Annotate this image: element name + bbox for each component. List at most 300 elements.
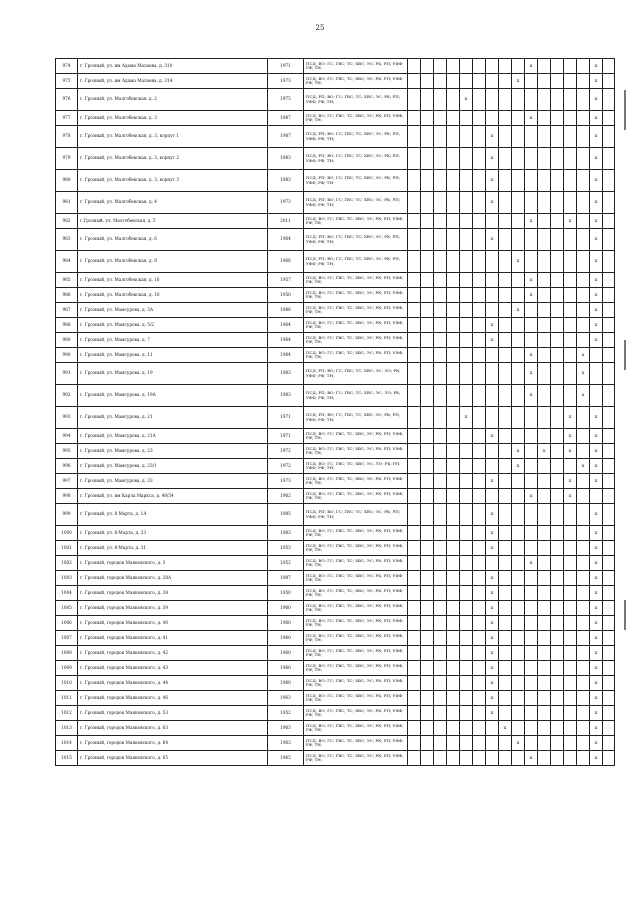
mark-cell: x (577, 363, 590, 385)
mark-cell: x (590, 586, 603, 601)
empty-cell (473, 288, 486, 303)
empty-cell (460, 111, 473, 126)
empty-cell (460, 556, 473, 571)
housing-register-table (55, 58, 615, 766)
row-number: 980 (56, 170, 78, 192)
empty-cell (603, 721, 615, 736)
mark-cell: x (486, 148, 499, 170)
empty-cell (421, 59, 434, 74)
empty-cell (603, 661, 615, 676)
address-cell: г. Грозный, городок Маяковского, д. 46 (78, 691, 268, 706)
empty-cell (551, 126, 564, 148)
empty-cell (434, 273, 447, 288)
empty-cell (434, 148, 447, 170)
empty-cell (603, 126, 615, 148)
mark-cell: x (590, 303, 603, 318)
mark-cell: x (512, 74, 525, 89)
empty-cell (577, 89, 590, 111)
mark-cell: x (590, 273, 603, 288)
empty-cell (525, 631, 538, 646)
empty-cell (460, 631, 473, 646)
address-cell: г. Грозный, ул. Мамсурова, д. 19 (78, 363, 268, 385)
mark-cell: x (525, 385, 538, 407)
empty-cell (525, 333, 538, 348)
resources-cell: ПСД; ВО; ГС; ГВС; ТС; ХВС; ЭС; РК; РП; УФФ; РФ; ТН; (304, 691, 408, 706)
empty-cell (434, 526, 447, 541)
empty-cell (603, 333, 615, 348)
mark-cell: x (590, 333, 603, 348)
empty-cell (434, 74, 447, 89)
empty-cell (408, 273, 421, 288)
row-number: 1011 (56, 691, 78, 706)
empty-cell (460, 736, 473, 751)
empty-cell (447, 676, 460, 691)
empty-cell (551, 192, 564, 214)
empty-cell (408, 148, 421, 170)
empty-cell (551, 541, 564, 556)
mark-cell: x (590, 74, 603, 89)
resources-cell: ПСД; ВО; ГС; ГВС; ТС; ХВС; ЭС; РК; РП; УФФ; РФ; ТН; (304, 586, 408, 601)
row-number: 1002 (56, 556, 78, 571)
empty-cell (447, 303, 460, 318)
empty-cell (564, 111, 577, 126)
empty-cell (421, 89, 434, 111)
empty-cell (512, 601, 525, 616)
mark-cell: x (590, 751, 603, 766)
empty-cell (473, 348, 486, 363)
empty-cell (551, 444, 564, 459)
empty-cell (408, 429, 421, 444)
empty-cell (473, 363, 486, 385)
table-row (56, 601, 615, 616)
empty-cell (564, 556, 577, 571)
empty-cell (538, 214, 551, 229)
empty-cell (551, 288, 564, 303)
empty-cell (551, 148, 564, 170)
resources-cell: ПСД; РП; ВО; ГС; ГВС; ТС; ХВС; ЭС; РК; РП; УФФ; РФ; ТН; (304, 251, 408, 273)
row-number: 998 (56, 489, 78, 504)
resources-cell: ПСД; ВО; ГС; ГВС; ТС; ХВС; ЭС; РК; РП; УФФ; РФ; ТН; (304, 601, 408, 616)
empty-cell (421, 736, 434, 751)
mark-cell: x (525, 348, 538, 363)
table-row (56, 691, 615, 706)
empty-cell (564, 661, 577, 676)
empty-cell (434, 333, 447, 348)
year-cell: 1985 (268, 504, 304, 526)
empty-cell (421, 126, 434, 148)
mark-cell: x (590, 556, 603, 571)
year-cell: 1950 (268, 288, 304, 303)
empty-cell (564, 229, 577, 251)
empty-cell (408, 318, 421, 333)
empty-cell (538, 170, 551, 192)
resources-cell: ПСД; ВО; ГС; ГВС; ТС; ХВС; ЭС; РК; РП; УФФ; РФ; ТН; (304, 721, 408, 736)
empty-cell (577, 407, 590, 429)
empty-cell (525, 229, 538, 251)
table-row (56, 459, 615, 474)
empty-cell (473, 474, 486, 489)
empty-cell (486, 721, 499, 736)
empty-cell (512, 571, 525, 586)
empty-cell (486, 214, 499, 229)
row-number: 974 (56, 59, 78, 74)
empty-cell (473, 126, 486, 148)
mark-cell: x (512, 303, 525, 318)
address-cell: г. Грозный, ул. Малгобекская, д. 3, корпус 3 (78, 170, 268, 192)
empty-cell (460, 721, 473, 736)
empty-cell (603, 59, 615, 74)
empty-cell (434, 303, 447, 318)
empty-cell (486, 303, 499, 318)
mark-cell: x (590, 459, 603, 474)
year-cell: 1987 (268, 571, 304, 586)
empty-cell (447, 631, 460, 646)
empty-cell (447, 601, 460, 616)
address-cell: г. Грозный, ул. Мамсурова, д. 11 (78, 348, 268, 363)
table-body (56, 59, 615, 766)
mark-cell: x (590, 721, 603, 736)
empty-cell (421, 333, 434, 348)
address-cell: г. Грозный, ул. им Адама Малаева, д. 310 (78, 59, 268, 74)
empty-cell (551, 721, 564, 736)
empty-cell (421, 214, 434, 229)
resources-cell: ПСД; ВО; ГС; ГВС; ТС; ХВС; ЭС; РК; РП; УФФ; РФ; ТН; (304, 526, 408, 541)
empty-cell (473, 74, 486, 89)
empty-cell (421, 429, 434, 444)
empty-cell (512, 170, 525, 192)
empty-cell (473, 676, 486, 691)
empty-cell (421, 273, 434, 288)
empty-cell (473, 251, 486, 273)
mark-cell: x (486, 706, 499, 721)
empty-cell (460, 526, 473, 541)
empty-cell (525, 661, 538, 676)
empty-cell (577, 751, 590, 766)
empty-cell (577, 736, 590, 751)
resources-cell: ПСД; РП; ВО; ГС; ГВС; ТС; ХВС; ЭС; ЛО; РК; УФФ; РФ; ТН; (304, 363, 408, 385)
empty-cell (538, 721, 551, 736)
empty-cell (434, 318, 447, 333)
empty-cell (434, 407, 447, 429)
resources-cell: ПСД; ВО; ГС; ГВС; ТС; ХВС; ЭС; РК; РП; УФФ; РФ; ТН; (304, 646, 408, 661)
empty-cell (590, 489, 603, 504)
empty-cell (408, 706, 421, 721)
resources-cell: ПСД; ВО; ГС; ГВС; ТС; ХВС; ЭС; РК; РП; УФФ; РФ; ТН; (304, 348, 408, 363)
empty-cell (512, 59, 525, 74)
empty-cell (499, 601, 512, 616)
empty-cell (447, 126, 460, 148)
mark-cell: x (486, 170, 499, 192)
address-cell: г. Грозный, ул. Мамсурова, д. 3А (78, 303, 268, 318)
empty-cell (603, 273, 615, 288)
row-number: 976 (56, 89, 78, 111)
empty-cell (564, 721, 577, 736)
empty-cell (486, 288, 499, 303)
mark-cell: x (486, 646, 499, 661)
empty-cell (525, 721, 538, 736)
table-row (56, 504, 615, 526)
empty-cell (460, 385, 473, 407)
empty-cell (460, 318, 473, 333)
empty-cell (564, 148, 577, 170)
empty-cell (447, 170, 460, 192)
empty-cell (408, 407, 421, 429)
empty-cell (408, 170, 421, 192)
year-cell: 1983 (268, 170, 304, 192)
empty-cell (577, 273, 590, 288)
empty-cell (408, 556, 421, 571)
empty-cell (577, 556, 590, 571)
row-number: 1005 (56, 601, 78, 616)
empty-cell (486, 251, 499, 273)
mark-cell: x (590, 541, 603, 556)
mark-cell: x (564, 214, 577, 229)
address-cell: г. Грозный, ул. Мамсурова, д. 7 (78, 333, 268, 348)
empty-cell (538, 489, 551, 504)
empty-cell (408, 736, 421, 751)
row-number: 987 (56, 303, 78, 318)
resources-cell: ПСД; РП; ВО; ГС; ГВС; ТС; ХВС; ЭС; ЛО; РК; УФФ; РФ; ТН; (304, 385, 408, 407)
empty-cell (512, 631, 525, 646)
empty-cell (564, 676, 577, 691)
empty-cell (499, 661, 512, 676)
empty-cell (499, 429, 512, 444)
row-number: 1008 (56, 646, 78, 661)
empty-cell (538, 303, 551, 318)
empty-cell (408, 751, 421, 766)
mark-cell: x (525, 111, 538, 126)
empty-cell (525, 429, 538, 444)
empty-cell (421, 504, 434, 526)
empty-cell (499, 385, 512, 407)
empty-cell (447, 111, 460, 126)
table-row (56, 111, 615, 126)
row-number: 996 (56, 459, 78, 474)
empty-cell (512, 89, 525, 111)
mark-cell: x (564, 429, 577, 444)
empty-cell (564, 616, 577, 631)
row-number: 983 (56, 229, 78, 251)
empty-cell (564, 631, 577, 646)
empty-cell (525, 459, 538, 474)
year-cell: 1965 (268, 751, 304, 766)
address-cell: г. Грозный, ул. им Адама Малаева, д. 314 (78, 74, 268, 89)
empty-cell (460, 59, 473, 74)
empty-cell (512, 661, 525, 676)
address-cell: г. Грозный, городок Маяковского, д. 3 (78, 556, 268, 571)
empty-cell (525, 736, 538, 751)
empty-cell (525, 126, 538, 148)
empty-cell (564, 736, 577, 751)
empty-cell (577, 74, 590, 89)
empty-cell (421, 318, 434, 333)
table-row (56, 489, 615, 504)
year-cell: 1962 (268, 489, 304, 504)
empty-cell (512, 489, 525, 504)
empty-cell (499, 273, 512, 288)
empty-cell (603, 385, 615, 407)
address-cell: г. Грозный, городок Маяковского, д. 41 (78, 631, 268, 646)
empty-cell (499, 751, 512, 766)
empty-cell (486, 59, 499, 74)
empty-cell (408, 251, 421, 273)
year-cell: 1952 (268, 706, 304, 721)
empty-cell (590, 385, 603, 407)
empty-cell (408, 616, 421, 631)
resources-cell: ПСД; РП; ВО; ГС; ГВС; ТС; ХВС; ЭС; РК; РП; УФФ; РФ; ТН; (304, 504, 408, 526)
empty-cell (460, 541, 473, 556)
empty-cell (603, 170, 615, 192)
empty-cell (447, 89, 460, 111)
row-number: 1001 (56, 541, 78, 556)
empty-cell (473, 691, 486, 706)
empty-cell (408, 363, 421, 385)
address-cell: г. Грозный, городок Маяковского, д. 63 (78, 721, 268, 736)
empty-cell (577, 111, 590, 126)
empty-cell (486, 407, 499, 429)
empty-cell (499, 571, 512, 586)
empty-cell (421, 444, 434, 459)
resources-cell: ПСД; ВО; ГС; ГВС; ТС; ХВС; ЭС; РК; РП; УФФ; РФ; ТН; (304, 303, 408, 318)
empty-cell (551, 407, 564, 429)
empty-cell (538, 385, 551, 407)
mark-cell: x (590, 214, 603, 229)
mark-cell: x (590, 646, 603, 661)
empty-cell (603, 444, 615, 459)
empty-cell (603, 706, 615, 721)
table-row (56, 616, 615, 631)
empty-cell (460, 459, 473, 474)
mark-cell: x (590, 706, 603, 721)
page-number: 25 (315, 24, 325, 32)
empty-cell (460, 148, 473, 170)
mark-cell: x (486, 571, 499, 586)
empty-cell (551, 348, 564, 363)
mark-cell: x (486, 616, 499, 631)
row-number: 984 (56, 251, 78, 273)
empty-cell (499, 736, 512, 751)
empty-cell (538, 192, 551, 214)
empty-cell (447, 214, 460, 229)
empty-cell (434, 571, 447, 586)
resources-cell: ПСД; ВО; ГС; ГВС; ТС; ХВС; ЭС; РК; РП; УФФ; РФ; ТН; (304, 333, 408, 348)
mark-cell: x (590, 601, 603, 616)
empty-cell (499, 631, 512, 646)
empty-cell (473, 616, 486, 631)
empty-cell (434, 751, 447, 766)
mark-cell: x (590, 407, 603, 429)
empty-cell (460, 504, 473, 526)
empty-cell (603, 192, 615, 214)
resources-cell: ПСД; ВО; ГС; ГВС; ТС; ХВС; ЭС; РК; РП; УФФ; РФ; ТН; (304, 751, 408, 766)
mark-cell: x (486, 676, 499, 691)
table-row (56, 646, 615, 661)
scan-edge-mark (624, 600, 626, 630)
empty-cell (499, 229, 512, 251)
mark-cell: x (590, 474, 603, 489)
empty-cell (538, 631, 551, 646)
empty-cell (473, 429, 486, 444)
resources-cell: ПСД; ВО; ГС; ГВС; ТС; ХВС; ЭС; РК; РП; УФФ; РФ; ТН; (304, 556, 408, 571)
mark-cell: x (590, 126, 603, 148)
empty-cell (577, 706, 590, 721)
empty-cell (538, 363, 551, 385)
row-number: 981 (56, 192, 78, 214)
empty-cell (460, 303, 473, 318)
empty-cell (512, 348, 525, 363)
empty-cell (421, 459, 434, 474)
empty-cell (460, 706, 473, 721)
empty-cell (408, 721, 421, 736)
empty-cell (538, 646, 551, 661)
empty-cell (434, 444, 447, 459)
table-row (56, 251, 615, 273)
address-cell: г.Грозный, ул. Малгобекская, д. 5 (78, 214, 268, 229)
mark-cell: x (486, 631, 499, 646)
empty-cell (551, 504, 564, 526)
address-cell: г. Грозный, городок Маяковского, д. 38 (78, 586, 268, 601)
empty-cell (538, 474, 551, 489)
row-number: 1003 (56, 571, 78, 586)
empty-cell (434, 385, 447, 407)
empty-cell (447, 459, 460, 474)
empty-cell (512, 333, 525, 348)
empty-cell (499, 541, 512, 556)
empty-cell (603, 74, 615, 89)
empty-cell (421, 303, 434, 318)
row-number: 1012 (56, 706, 78, 721)
row-number: 1013 (56, 721, 78, 736)
year-cell: 1987 (268, 111, 304, 126)
table-row (56, 333, 615, 348)
empty-cell (408, 586, 421, 601)
resources-cell: ПСД; ВО; ГС; ГВС; ТС; ХВС; ЭС; РК; РП; УФФ; РФ; ТН; (304, 59, 408, 74)
empty-cell (447, 526, 460, 541)
empty-cell (421, 721, 434, 736)
mark-cell: x (486, 586, 499, 601)
row-number: 1007 (56, 631, 78, 646)
mark-cell: x (486, 601, 499, 616)
mark-cell: x (525, 273, 538, 288)
empty-cell (421, 385, 434, 407)
empty-cell (538, 751, 551, 766)
resources-cell: ПСД; ВО; ГС; ГВС; ТС; ХВС; ЭС; РК; РП; УФФ; РФ; ТН; (304, 111, 408, 126)
empty-cell (460, 586, 473, 601)
empty-cell (603, 736, 615, 751)
table-row (56, 736, 615, 751)
empty-cell (434, 89, 447, 111)
empty-cell (460, 691, 473, 706)
empty-cell (538, 288, 551, 303)
year-cell: 1987 (268, 126, 304, 148)
row-number: 977 (56, 111, 78, 126)
empty-cell (460, 288, 473, 303)
empty-cell (512, 229, 525, 251)
empty-cell (447, 616, 460, 631)
year-cell: 1960 (268, 676, 304, 691)
empty-cell (473, 706, 486, 721)
empty-cell (447, 661, 460, 676)
table-row (56, 214, 615, 229)
empty-cell (538, 601, 551, 616)
table-row (56, 348, 615, 363)
empty-cell (603, 318, 615, 333)
row-number: 978 (56, 126, 78, 148)
empty-cell (447, 571, 460, 586)
empty-cell (408, 646, 421, 661)
empty-cell (434, 556, 447, 571)
empty-cell (434, 736, 447, 751)
